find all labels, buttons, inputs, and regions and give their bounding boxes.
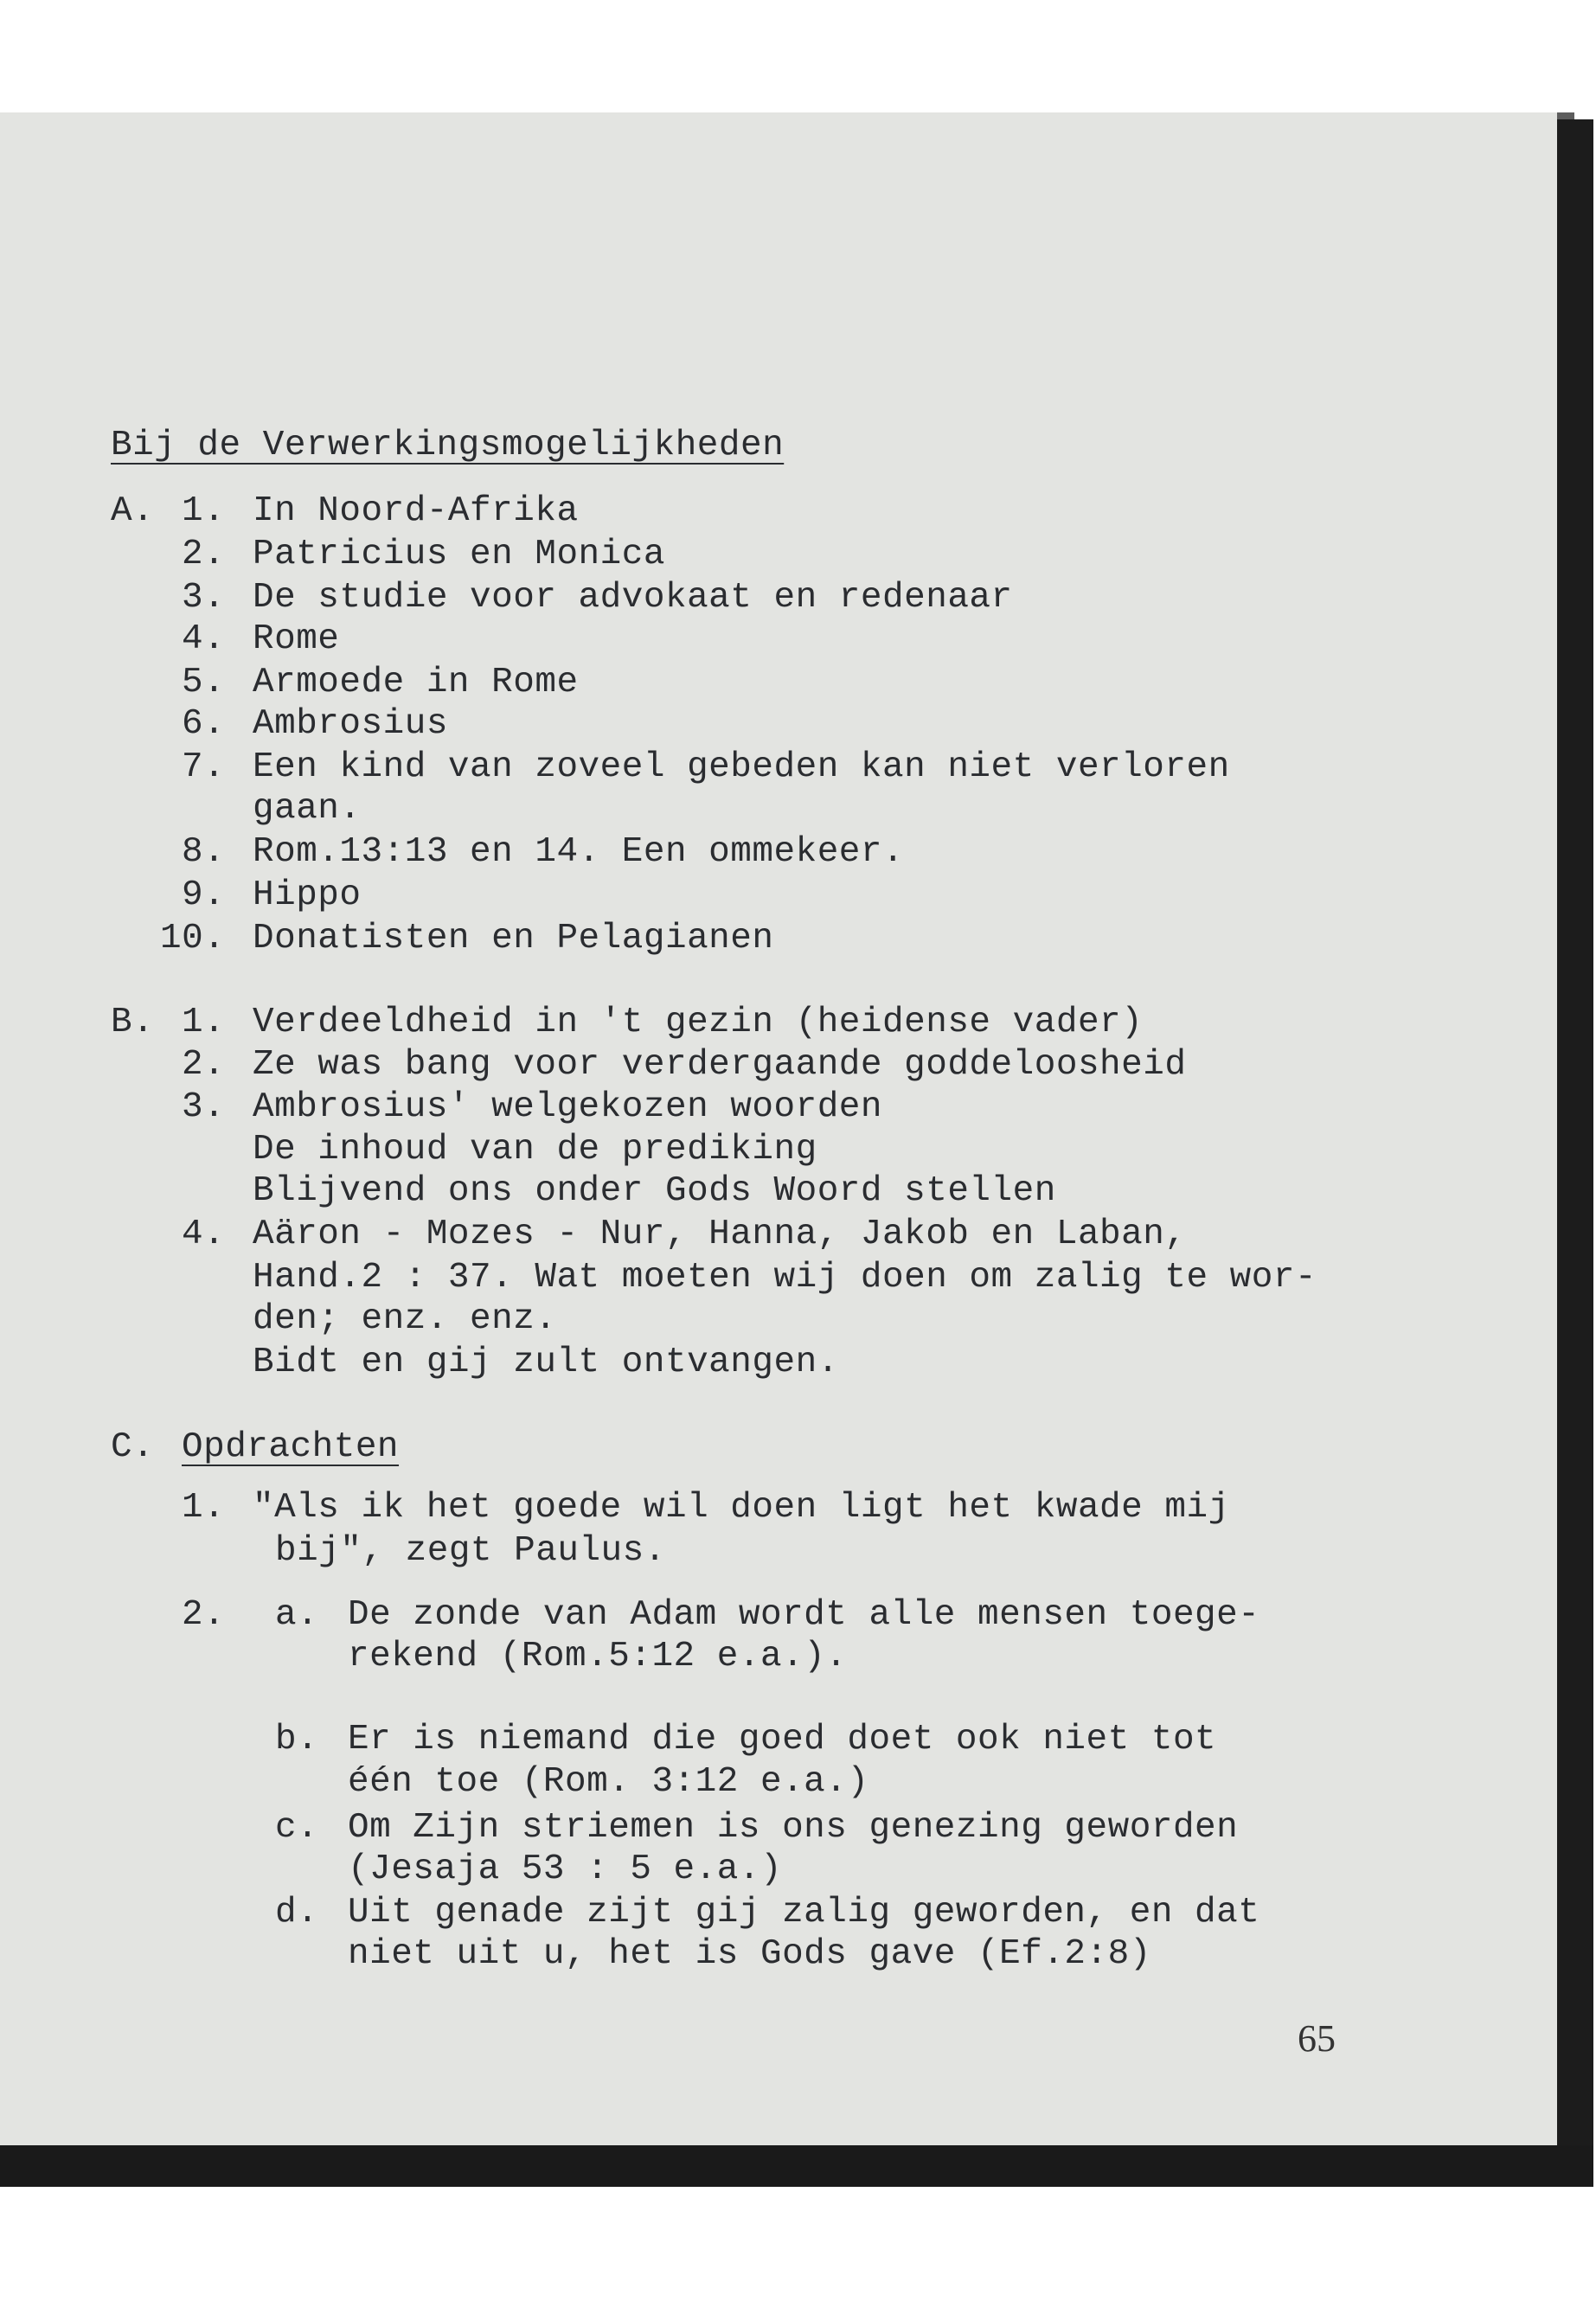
list-item-text: Rom.13:13 en 14. Een ommekeer.	[253, 832, 905, 872]
page-edge-shadow-bottom	[0, 2145, 1593, 2187]
sub-item-text: De zonde van Adam wordt alle mensen toege-	[348, 1595, 1260, 1635]
sub-item-letter: c.	[275, 1808, 319, 1848]
list-item-number: 9.	[182, 875, 226, 915]
sub-item-letter: d.	[275, 1893, 319, 1932]
list-item-number: 3.	[182, 578, 226, 618]
list-item-number: 1.	[182, 491, 226, 531]
scan-margin-top	[0, 0, 1596, 112]
list-item-text: Patricius en Monica	[253, 535, 665, 574]
scan-margin-bottom	[0, 2187, 1596, 2301]
section-heading: Bij de Verwerkingsmogelijkheden	[111, 426, 785, 465]
list-item-text: Ze was bang voor verdergaande goddeloosheid	[253, 1045, 1187, 1085]
list-item-text-continued: De inhoud van de prediking	[253, 1130, 817, 1170]
list-item-text-continued: Hand.2 : 37. Wat moeten wij doen om zalig te wor-	[253, 1258, 1317, 1298]
list-item-text: Verdeeldheid in 't gezin (heidense vader)	[253, 1003, 1144, 1042]
list-item-number: 3.	[182, 1087, 226, 1127]
list-item-text-continued: bij", zegt Paulus.	[275, 1531, 666, 1571]
list-item-text: Een kind van zoveel gebeden kan niet verloren	[253, 747, 1230, 787]
sub-item-text-continued: (Jesaja 53 : 5 e.a.)	[348, 1849, 783, 1889]
list-item-text: Aäron - Mozes - Nur, Hanna, Jakob en Laban,	[253, 1215, 1187, 1254]
sub-item-text: Uit genade zijt gij zalig geworden, en dat	[348, 1893, 1260, 1932]
sub-item-text-continued: één toe (Rom. 3:12 e.a.)	[348, 1762, 869, 1802]
sub-item-letter: a.	[275, 1595, 319, 1635]
section-b-label: B.	[111, 1003, 155, 1042]
list-item-text: Donatisten en Pelagianen	[253, 919, 774, 958]
section-c-title: Opdrachten	[182, 1427, 400, 1467]
list-item-number: 8.	[182, 832, 226, 872]
list-item-text: Hippo	[253, 875, 362, 915]
list-item-number: 10.	[160, 919, 226, 958]
list-item-number: 5.	[182, 663, 226, 702]
list-item-number: 7.	[182, 747, 226, 787]
list-item-number: 2.	[182, 1595, 226, 1635]
sub-item-text-continued: rekend (Rom.5:12 e.a.).	[348, 1637, 848, 1676]
sub-item-text: Om Zijn striemen is ons genezing geworden	[348, 1808, 1239, 1848]
page-number: 65	[1298, 2017, 1336, 2060]
list-item-text: "Als ik het goede wil doen ligt het kwade mij	[253, 1488, 1230, 1528]
sub-item-text: Er is niemand die goed doet ook niet tot	[348, 1720, 1217, 1759]
list-item-text: Ambrosius' welgekozen woorden	[253, 1087, 883, 1127]
list-item-text: Ambrosius	[253, 704, 448, 744]
page-edge-shadow-right	[1557, 119, 1593, 2184]
list-item-text: De studie voor advokaat en redenaar	[253, 578, 1013, 618]
list-item-number: 2.	[182, 1045, 226, 1085]
sub-item-letter: b.	[275, 1720, 319, 1759]
list-item-text: Armoede in Rome	[253, 663, 579, 702]
list-item-number: 4.	[182, 1215, 226, 1254]
list-item-text: Rome	[253, 619, 340, 659]
list-item-number: 6.	[182, 704, 226, 744]
list-item-number: 2.	[182, 535, 226, 574]
list-item-number: 1.	[182, 1003, 226, 1042]
list-item-text: In Noord-Afrika	[253, 491, 579, 531]
section-a-label: A.	[111, 491, 155, 531]
section-c-label: C.	[111, 1427, 155, 1467]
list-item-text-continued: Blijvend ons onder Gods Woord stellen	[253, 1171, 1056, 1211]
sub-item-text-continued: niet uit u, het is Gods gave (Ef.2:8)	[348, 1934, 1151, 1974]
list-item-text-continued: gaan.	[253, 789, 362, 829]
list-item-text-continued: den; enz. enz.	[253, 1299, 557, 1339]
list-item-number: 4.	[182, 619, 226, 659]
list-item-text-continued: Bidt en gij zult ontvangen.	[253, 1343, 839, 1382]
list-item-number: 1.	[182, 1488, 226, 1528]
